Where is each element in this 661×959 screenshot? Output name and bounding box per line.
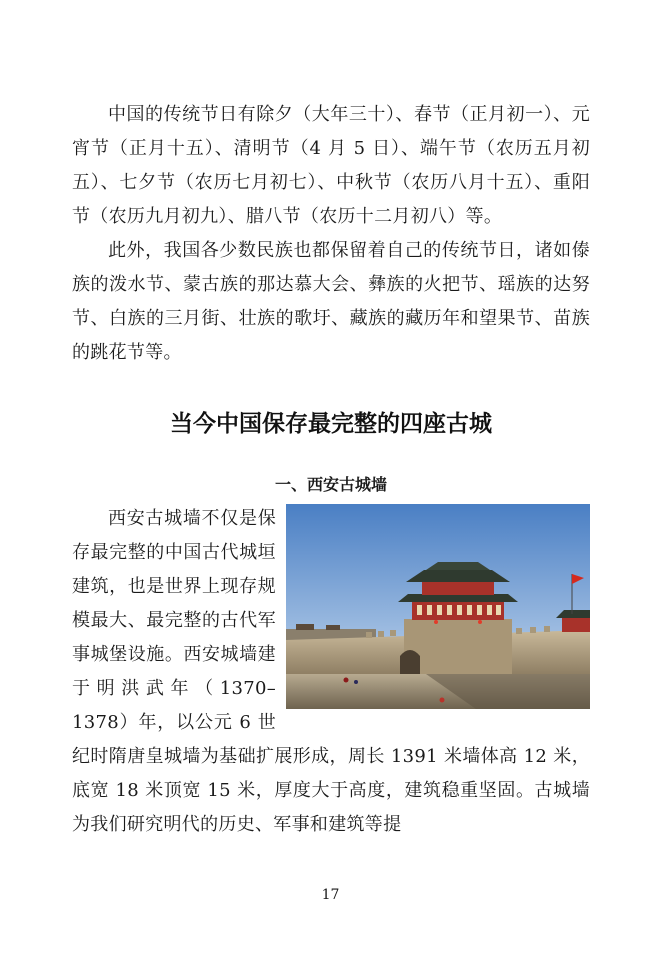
paragraph-minority-festivals: 此外，我国各少数民族也都保留着自己的传统节日，诸如傣族的泼水节、蒙古族的那达慕大会、彝族的火把节、瑶族的达努节、白族的三月街、壮族的歌圩、藏族的藏历年和望果节、苗族的跳花节等。 [72,240,590,363]
city-wall-image [286,504,590,709]
city-wall-photo [286,504,590,709]
paragraph-festivals: 中国的传统节日有除夕（大年三十）、春节（正月初一）、元宵节（正月十五）、清明节（4 月 5 日）、端午节（农历五月初五）、七夕节（农历七月初七）、中秋节（农历八月十五）、重阳节（农历九月初九）、腊八节（农历十二月初八）等。 [72,104,590,227]
subsection-title: 一、西安古城墙 [274,475,387,494]
section-body [72,502,590,842]
document-page [72,98,590,842]
section-title: 当今中国保存最完整的四座古城 [170,411,492,437]
paragraph-xian-wall: 西安古城墙不仅是保存最完整的中国古代城垣建筑，也是世界上现存规模最大、最完整的古代军事城堡设施。西安城墙建于明洪武年（1370–1378）年，以公元 6 世纪时隋唐皇城墙为基础扩展形成，周长 1391 米墙体高 12 米，底宽 18 米顶宽 15 米，厚度大于高度，建筑稳重坚固。古城墙为我们研究明代的历史、军事和建筑等提 [72,508,590,835]
page-number: 17 [321,887,340,903]
